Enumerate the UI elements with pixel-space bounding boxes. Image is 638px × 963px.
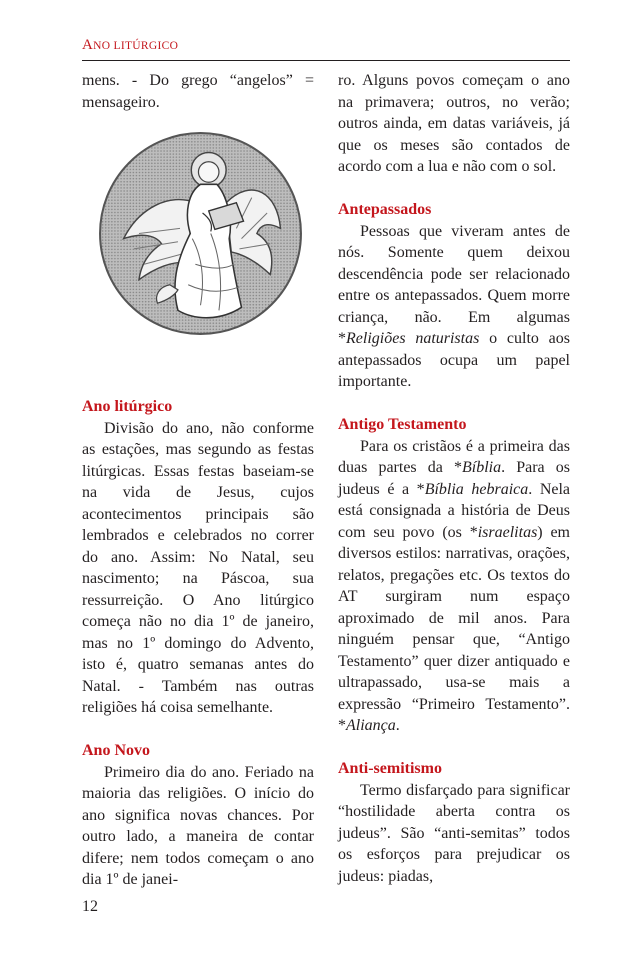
entry-text-ano-liturgico: Divisão do ano, não conforme as estações, mas segundo as festas litúrgicas. Essas festas baseiam-se na vida de Jesus, cujos acontecimentos principais são lembrados e celebrados no correr do ano. Assim: No Natal, seu nascimento; na Páscoa, sua ressurreição. O Ano litúrgico começa não no dia 1º de janeiro, mas no 1º domingo do Advento, isto é, quatro semanas antes do Natal. - Também nas outras religiões há coisa semelhante.	[82, 419, 314, 716]
right-intro-text: ro. Alguns povos começam o ano na primavera; outros, no verão; outros ainda, em datas variáveis, já que os meses são contados de acordo com a lua e não com o sol.	[338, 72, 570, 175]
entry-title-antigo-testamento: Antigo Testamento	[338, 416, 467, 433]
entry-title-ano-liturgico: Ano litúrgico	[82, 398, 173, 415]
page-number: 12	[82, 898, 98, 915]
right-column	[338, 70, 570, 887]
header-rule	[82, 60, 570, 61]
entry-text-antepassados: Pessoas que viveram antes de nós. Somente quem deixou descendência pode ser relacionado entre os antepassados. Quem morre criança, não. Em algumas *Religiões naturistas o culto aos antepassados ocupa um papel importante.	[338, 222, 570, 390]
left-column	[82, 70, 314, 891]
angel-medallion-wrap	[82, 131, 314, 396]
entry-title-antepassados: Antepassados	[338, 201, 432, 218]
entry-title-ano-novo: Ano Novo	[82, 742, 151, 759]
angel-medallion-image	[98, 131, 303, 336]
header-rest: NO LITÚRGICO	[93, 40, 179, 52]
entry-text-ano-novo: Primeiro dia do ano. Feriado na maioria das religiões. O início do ano significa novas chances. Por outro lado, a maneira de contar difere; nem todos começam o ano dia 1º de janei-	[82, 763, 314, 888]
entry-text-anti-semitismo: Termo disfarçado para significar “hostilidade aberta contra os judeus”. São “anti-semitas” todos os esforços para prejudicar os judeus: piadas,	[338, 781, 570, 885]
header-first-letter: A	[82, 37, 94, 53]
left-intro-text: mens. - Do grego “angelos” = mensageiro.	[82, 72, 314, 111]
entry-title-anti-semitismo: Anti-semitismo	[338, 760, 442, 777]
running-header	[82, 37, 570, 54]
entry-text-antigo-testamento: Para os cristãos é a primeira das duas partes da *Bíblia. Para os judeus é a *Bíblia hebraica. Nela está consignada a história de Deus com seu povo (os *israelitas) em diversos estilos: narrativas, orações, relatos, pregações etc. Os textos do AT surgiram num espaço aproximado de mil anos. Para ninguém pensar que, “Antigo Testamento” quer dizer antiquado e ultrapassado, usa-se mais a expressão “Primeiro Testamento”. *Aliança.	[338, 437, 571, 734]
